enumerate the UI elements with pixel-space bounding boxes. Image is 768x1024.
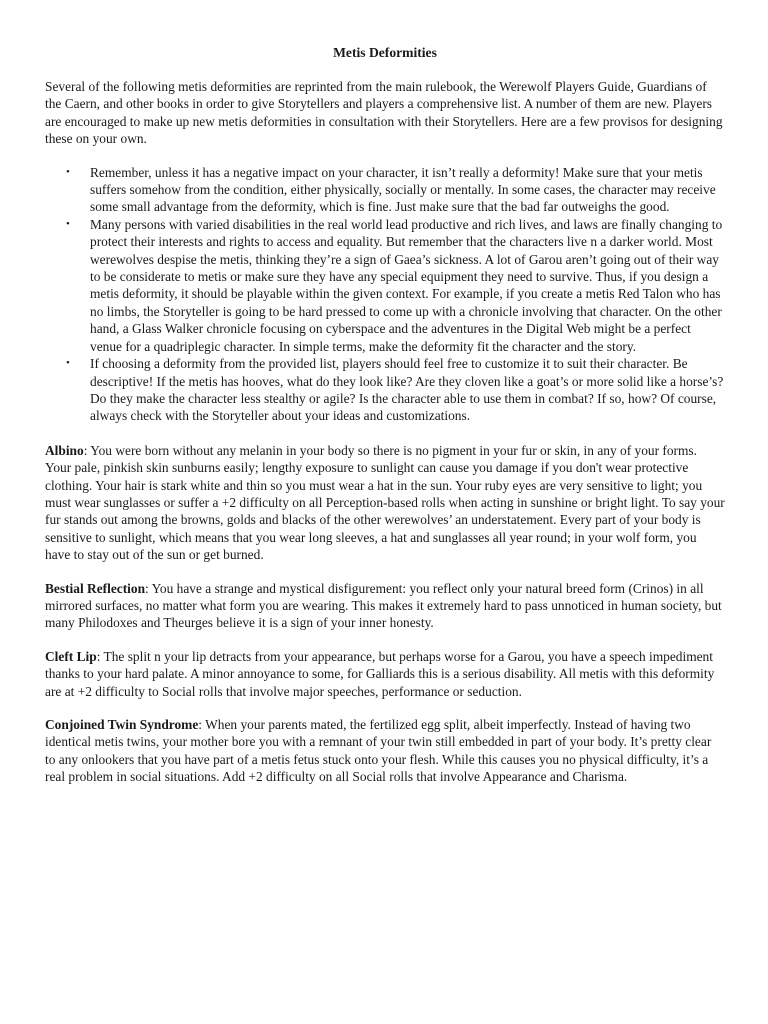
bullet-icon: • [66, 217, 70, 230]
list-item [66, 164, 725, 216]
entry-term: Bestial Reflection [45, 580, 146, 596]
bullet-icon: • [66, 165, 70, 178]
entry-conjoined-twin-syndrome [45, 716, 725, 786]
entry-term: Albino [45, 442, 84, 458]
list-item-text: Remember, unless it has a negative impact on your character, it isn’t really a deformity! Make sure that your metis suffers somehow from the condition, either physically, socially or mentally. In some cases, the character may receive some small advantage from the deformity, which is fine. Just make sure that the bad far outweighs the good. [90, 164, 716, 215]
bullet-icon: • [66, 357, 70, 370]
entry-text: : You have a strange and mystical disfigurement: you reflect only your natural breed form (Crinos) in all mirrored surfaces, no matter what form you are wearing. This makes it extremely hard to pass unnoticed in human society, but many Philodoxes and Theurges believe it is a sign of your inner honesty. [45, 580, 722, 631]
list-item-text: If choosing a deformity from the provided list, players should feel free to customize it to suit their character. Be descriptive! If the metis has hooves, what do they look like? Are they cloven like a goat’s or more solid like a horse’s? Do they make the character less stealthy or agile? Is the character able to use them in combat? If so, how? Of course, always check with the Storyteller about your ideas and customizations. [90, 356, 724, 424]
list-item-text: Many persons with varied disabilities in the real world lead productive and rich lives, and laws are finally changing to protect their interests and rights to access and equality. But remember that the characters live n a darker world. Most werewolves despise the metis, thinking they’re a sign of Gaea’s sickness. A lot of Garou aren’t going out of their way to be considerate to metis or make sure they have any special equipment they need to survive. Thus, if you design a metis deformity, it should be playable within the given context. For example, if you create a metis Red Talon who has no limbs, the Storyteller is going to be hard pressed to come up with a chronicle involving that character. On the other hand, a Glass Walker chronicle focusing on cyberspace and the adventures in the Digital Web might be a perfect venue for a quadriplegic character. In simple terms, make the deformity fit the character and the story. [90, 216, 723, 354]
list-item [66, 355, 725, 425]
entry-cleft-lip [45, 648, 725, 700]
provisos-list [45, 164, 725, 425]
intro-paragraph: Several of the following metis deformities are reprinted from the main rulebook, the Werewolf Players Guide, Guardians of the Caern, and other books in order to give Storytellers and players a comprehensive list. A number of them are new. Players are encouraged to make up new metis deformities in consultation with their Storytellers. Here are a few provisos for designing these on your own. [45, 79, 723, 147]
document-page [45, 44, 725, 802]
entry-term: Cleft Lip [45, 648, 97, 664]
entry-text: : When your parents mated, the fertilized egg split, albeit imperfectly. Instead of having two identical metis twins, your mother bore you with a remnant of your twin still embedded in part of your body. It’s pretty clear to any onlookers that you have part of a metis fetus stuck onto your flesh. While this causes you no physical difficulty, it’s a real problem in social situations. Add +2 difficulty on all Social rolls that involve Appearance and Charisma. [45, 717, 712, 785]
entry-text: : The split n your lip detracts from your appearance, but perhaps worse for a Garou, you have a speech impediment thanks to your hard palate. A minor annoyance to some, for Galliards this is a serious disability. All metis with this deformity are at +2 difficulty to Social rolls that involve major speeches, performance or seduction. [45, 648, 715, 699]
entry-term: Conjoined Twin Syndrome [45, 717, 199, 732]
page-title: Metis Deformities [333, 45, 437, 60]
entry-text: : You were born without any melanin in your body so there is no pigment in your fur or skin, in any of your forms. Your pale, pinkish skin sunburns easily; lengthy exposure to sunlight can cause you damage if you don't wear protective clothing. Your hair is stark white and thin so you must wear a hat in the sun. Your ruby eyes are very sensitive to light; you must wear sunglasses or suffer a +2 difficulty on all Perception-based rolls when acting in sunshine or bright light. To say your fur stands out among the browns, golds and blacks of the other werewolves’ an understatement. Every part of your body is sensitive to sunlight, which means that you wear long sleeves, a hat and sunglasses all year round; in your wolf form, you have to stay out of the sun or get burned. [45, 442, 725, 563]
list-item [66, 216, 725, 355]
entry-albino [45, 442, 725, 564]
entry-bestial-reflection [45, 580, 725, 632]
